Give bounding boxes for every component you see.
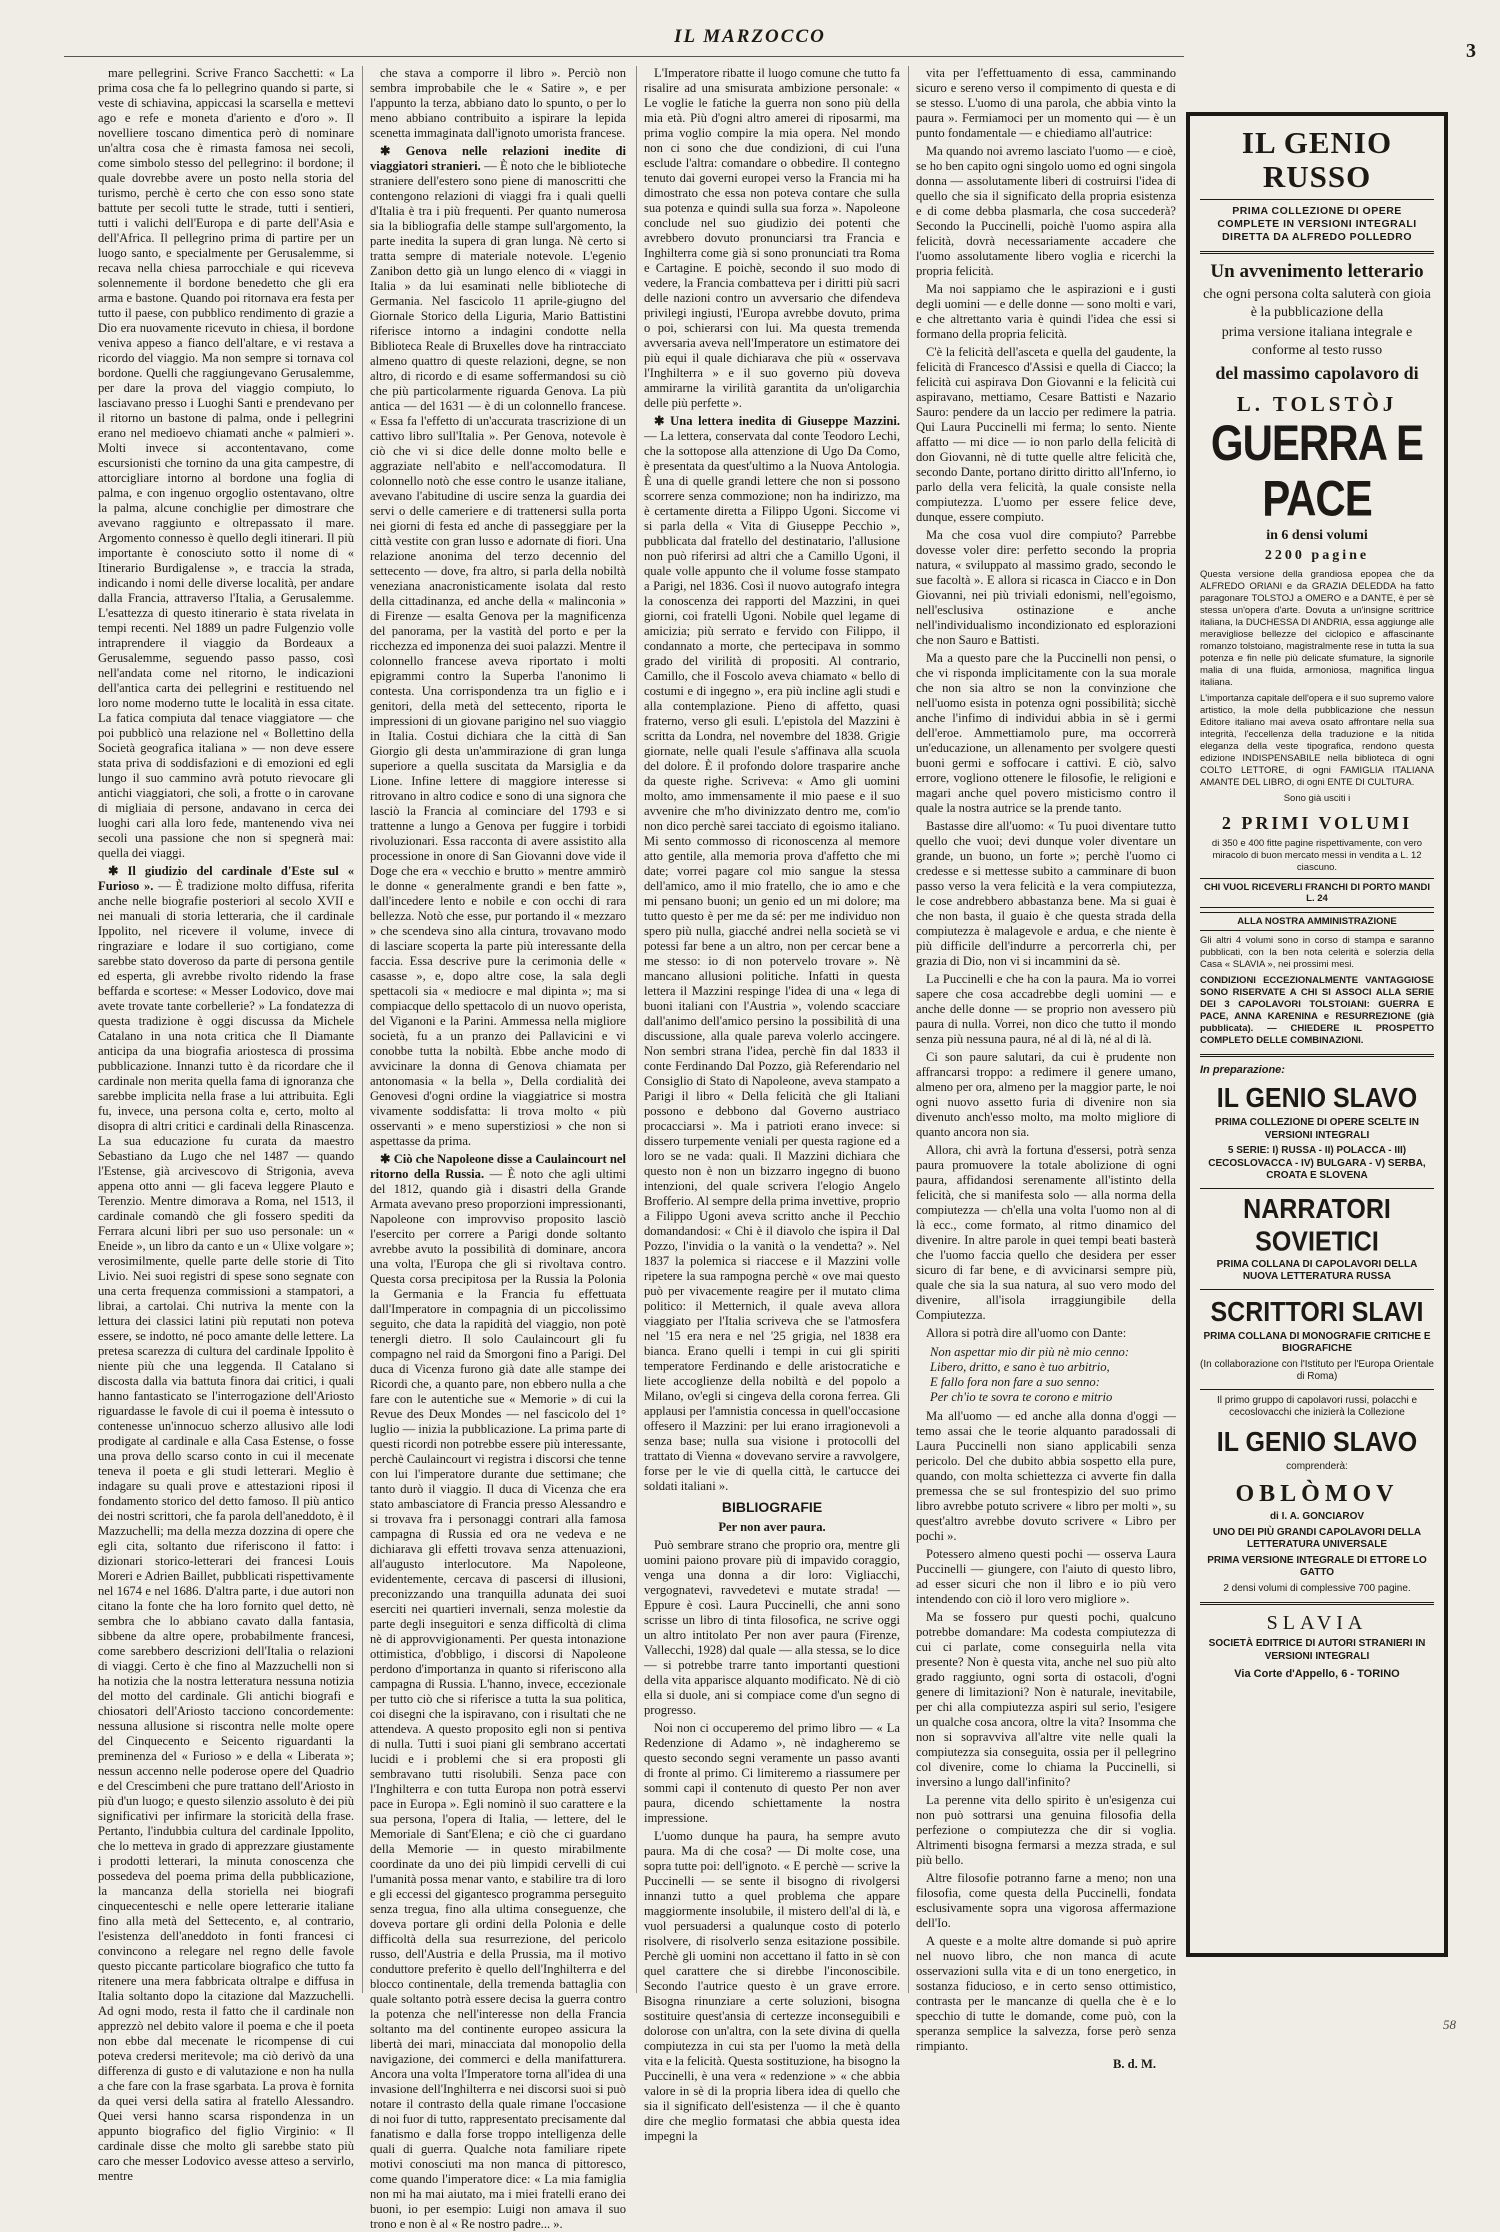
paragraph: — È noto che le biblioteche straniere dell'estero sono piene di manoscritti che contengono relazioni di viaggi fra i quali quelli d'Italia è tra i più frequenti. Per quanto numerosa sia la bibliografia delle stampe sull'argomento, la parte inedita la supera di gran lunga. Nè certo si tratta sempre di materiale notevole. L'egenio Zanibon detto già un lungo elenco di « viaggi in Italia » da lui esaminati nelle biblioteche di Germania. Nel fascicolo 11 aprile-giugno del Giornale Storico della Liguria, Mario Battistini riferisce intorno a indagini condotte nella Biblioteca Reale di Bruxelles dove ha rintracciato almeno quattro di queste relazioni, degne, se non altro, di ricordo e di esame soffermandosi su ciò che più particolarmente riguarda Genova. La più antica — del 1631 — è di un colonnello francese. « Essa fa l'effetto di un'accurata trascrizione di un cattivo libro sull'Italia ». Per Genova, notevole è ciò che vi si dice delle donne molto belle e aggraziate nell'abito e nell'accomodatura. Il colonnello notò che esse contro le usanze italiane, avevano l'abitudine di uscire senza la guardia dei servi o delle cameriere e di trattenersi sulla porta nei giorni di festa ed anche di passeggiare per la città vestite con gran lusso e adornate di fiori. Una relazione anonima del terzo decennio del settecento — dove, fra altro, si parla della nobiltà veneziana anacronisticamente isolata dal resto della cittadinanza, ed anche della « malinconia » di Firenze — esalta Genova per la magnificenza del panorama, per la vastità del porto e per la ricchezza ed imponenza dei suoi palazzi. Mentre il colonnello francese aveva riportato i molti epigrammi contro la Superba l'anonimo li contesta. Una corrispondenza tra un figlio e i genitori, della metà del settecento, riporta le impressioni di un giovane parigino nel suo viaggio in Italia. Costui dichiara che la città di San Giorgio gli desta un'ammirazione di gran lunga superiore a quella suscitata da Marsiglia e da Lione. Infine lettere di maggiore interesse si ritrovano in altro codice e sono di una signora che lasciò la Francia al cominciare del 1793 e si trattenne a lungo a Genova per fuggire i torbidi rivoluzionari. Essa racconta di avere assistito alla processione in onore di San Giovanni dove vide il Doge che era « vecchio e brutto » mentre ammirò le donne « generalmente grandi e ben fatte », dall'incedere lento e nobile e con occhi di rara bellezza. Notò che esse, pur portando il « mezzaro » che scendeva sino alla cintura, trovavano modo di lasciare scoperta la parte più interessante della faccia. Essa descrive pure la cerimonia delle « casasse », e, dopo altre cose, la sala degli spettacoli sia « mediocre e mal dipinta »; ma si compiacque dello spettacolo di un nuovo operista, del Viganoni e la Parini. Ammessa nella migliore società, fu a un pranzo dei Pallavicini e vi conobbe tutta la nobiltà. Ebbe anche modo di avvicinare la donna di Genova chiamata per antonomasia « la bella », Della cordialità dei Genovesi d'ogni ordine la viaggiatrice si mostra vivamente soddisfatta: li trova molto « più osservanti » e meno superstiziosi » che non si aspettasse da prima. [370,159,626,1148]
paragraph: — È noto che agli ultimi del 1812, quando già i disastri della Grande Armata avevano preso proporzioni impressionanti, Napoleone con improvviso proposito lasciò l'esercito per correre a Parigi donde soltanto avrebbe avuto la possibilità di dominare, ancora una volta, l'Europa che gli si rivoltava contro. Questa corsa precipitosa per la Russia la Polonia la Germania e la Francia fu effettuata dall'Imperatore in compagnia di un piccolissimo seguito, che data la rapidità del viaggio, non potè tenergli dietro. Il solo Caulaincourt gli fu compagno nel raid da Smorgoni fino a Parigi. Del duca di Vicenza furono già date alle stampe dei Ricordi che, a quanto pare, non ebbero nulla a che fare con le autentiche sue « Memorie » di cui la Revue des Deux Mondes — nel fascicolo del 1° luglio — inizia la pubblicazione. La prima parte di questi ricordi non potrebbe essere più interessante, perchè Caulaincourt vi registra i discorsi che tenne con lui l'imperatore durante due settimane; che tanto durò il viaggio. Il duca di Vicenza che era stato ambasciatore di Francia presso Alessandro e si trovava fra i personaggi contrari alla famosa campagna di Russia ed ora ne vedeva e ne dichiarava gli effetti trovava senza attenuazioni, all'augusto interlocutore. Ma Napoleone, evidentemente, cercava di pascersi di illusioni, preconizzando una tranquilla adunata dei suoi eserciti nei quartieri invernali, senza molestie da parte degli inseguitori e senza difficoltà di clima nè di approvvigionamenti. Per questa intonazione ottimistica, d'obbligo, i discorsi di Napoleone perdono d'importanza in quanto si riferiscono alla campagna di Russia. L'hanno, invece, eccezionale per tutto ciò che si riferisce a tutta la sua politica, coi disegni che la ispiravano, con i risultati che ne attendeva. A questo proposito egli non si pentiva di nulla. Tutti i suoi piani gli sembrano accertati lucidi e i problemi che si era proposti gli sembravano tutti risolubili. Senza pace con l'Inghilterra e con tutta Europa non potrà esservi pace in Europa ». Egli nominò il suo carattere e la sua persona, l'opera di Italia, — lettere, del le Memoriale di Sant'Elena; e ciò che ci guardano della Memorie — in questo mirabilmente coordinate da uno dei più limpidi cervelli di cui l'umanità possa menar vanto, e stabilire tra di loro e gli eccessi del gigantesco programma perseguito senza tregua, fino alla ultima conseguenze, che doveva portare gli ordini della Polonia e delle difficoltà della sua resurrezione, del pericolo russo, dell'Austria e della Prussia, ma il motivo conduttore preferito è quello dell'Inghilterra e del blocco continentale, della tremenda battaglia con quale soltanto potrà essere decisa la guerra contro la potenza che nell'interesse non della Francia soltanto ma del continente europeo assicura la libertà dei mari, minacciata dal monopolio della navigazione, dei commerci e della manifatturera. Ancora una volta l'Imperatore torna all'idea di una invasione dell'Inghilterra e nei discorsi suoi si può notare il contrasto della quale rimane l'occasione di noi fuor di tutto, rappresentato precisamente dal fanatismo e dalla forse troppo intelligenza delle quali di guerra. Qualche nota familiare ripete motivi conosciuti ma non manca di pittoresco, come quando l'imperatore dice: « La mia famiglia non mi ha mai aiutato, ma i miei fratelli erano dei buoni, io per esempio: Luigi non amava il suo trono e non è al « Re nostro padre... ». [370,1167,626,2231]
ad-scrittori-sub: PRIMA COLLANA DI MONOGRAFIE CRITICHE E BIOGRAFICHE [1203,1330,1431,1354]
newspaper-title: IL MARZOCCO [674,26,826,47]
column-divider [362,66,363,1993]
paragraph: mare pellegrini. Scrive Franco Sacchetti: « La prima cosa che fa lo pellegrino quando si parte, si veste di schiavina, appiccasi la scarsella e mettevi ago e refe e moneta d'ariento e d'oro ». Il novelliere toscano dimentica però di nominare un'altra cosa che è rimasta famosa nei secoli, come simbolo stesso del pellegrino: il bordone; il quale dovrebbe avere un posto nella storia del turismo, perchè è certo che con esso sono state battute per secoli tutte le strade, tutti i sentieri, tutti i valichi dell'Europa e di parte dell'Asia e dell'Africa. Il pellegrino prima di partire per un luogo santo, e specialmente per Gerusalemme, si recava nella chiesa parrocchiale e qui riceveva solennemente il bordone benedetto che gli era arma e bastone. Quando poi ritornava era festa per tutto il paese, con pubblico rendimento di grazie a Dio era nuovamente ricevuto in chiesa, il bordone veniva appeso a fianco dell'altare, e vi restava a ricordo del viaggio. Ma non sempre si tornava col bordone. Quelli che raggiungevano Gerusalemme, per dare la prova del viaggio compiuto, lo lasciavano presso i Luoghi Santi e prendevano per il ritorno un bastone di palma, onde i pellegrini erano nel medioevo chiamati anche « palmieri ». Molti invece si accontentavano, come escursionisti che tornino da una gita campestre, di attorcigliare intorno al bordone una foglia di palma, e con ingenuo orgoglio ostentavano, oltre la palma, alcune conchiglie per dimostrare che avevano raggiunto e oltrepassato il mare. Argomento connesso è quello degli itinerari. Il più importante è conosciuto sotto il nome di « Itinerario Burdigalense », e traccia la strada, indicando i nomi delle diverse località, per andare dalla Francia, attraverso l'Italia, a Gerusalemme. L'esattezza di questo itinerario è stata rivelata in tempi recenti. Nel 1889 un padre Fulgenzio volle intraprendere il viaggio da Bordeaux a Gerusalemme, seguendo passo passo, così nell'andata come nel ritorno, le indicazioni dell'antica carta dei pellegrini e restituendo nel loro nome moderno tutte le località in essa citate. La fatica compiuta dal tenace viaggiatore — che poi pubblicò una relazione nel « Bollettino della Società geografica italiana » — non deve essere stata priva di soddisfazioni e di emozioni ed egli lungo il suo cammino avrà potuto rievocare gli antichi viaggiatori, che soli, a frotte o in carovane di migliaia di persone, andavano in cerca dei luoghi cari alla loro fede, mantenendo viva nei secoli una passione che non si spegnerà mai: quella dei viaggi. [98,66,354,860]
ad-volumes: in 6 densi volumi [1266,528,1368,543]
ad-conditions: CONDIZIONI ECCEZIONALMENTE VANTAGGIOSE SONO RISERVATE A CHI SI ASSOCI ALLA SERIE DEI 3 CAPOLAVORI TOLSTOIANI: GUERRA E PACE, ANNA KARENINA e RESURREZIONE (già pubblicata). — CHIEDERE IL PROSPETTO COMPLETO DELLE COMBINAZIONI. [1200,975,1434,1046]
ad-line: prima versione italiana integrale e conforme al testo russo [1221,325,1413,358]
paragraph: Potessero almeno questi pochi — osserva Laura Puccinelli — giungere, con l'aiuto di questo libro, ad esser sicuri che non il libro e io più vero intendendo con ciò il loro vero migliore ». [916,1547,1176,1606]
paragraph: L'uomo dunque ha paura, ha sempre avuto paura. Ma di che cosa? — Di molte cose, una sopra tutte poi: dell'ignoto. « E perchè — scrive la Puccinelli — se sente il bisogno di rivolgersi innanzi tutto a quel problema che appare maggiormente insolubile, il mistero dell'al di là, e vuol persuadersi a qualunque costo di poterlo risolvere, di risolverlo senza esitazione possibile. Perchè gli uomini non accettano il fatto in sè con quel carattere che si direbbe l'inconoscibile. Secondo l'autrice questo è un grave errore. Bisogna rinunziare a certe soluzioni, bisogna sostituire quest'ansia di certezze inconseguibili e dolorose con un'altra, con la sete divina di quella compiutezza in cui sta per l'uomo la metà della vita e la felicità. Questa sostituzione, ha bisogno la Puccinelli, è una vera « redenzione » « che abbia valore in sè di la propria libera idea di quello che sia il significato dell'esistenza — il che è quanto dire che meglio formatasi che abbia questa idea impegni la [644,1829,901,2143]
paragraph: — La lettera, conservata dal conte Teodoro Lechi, che la sottopose alla attenzione di Ugo Da Como, è presentata da quest'ultimo a la Nuova Antologia. È una di quelle grandi lettere che non si possono scorrere senza commozione; non ha indirizzo, ma è certamente diretta a Filippo Ugoni. Siccome vi si parla della « Vita di Giuseppe Pecchio », pubblicata dal fratello del destinatario, l'allusione non può riferirsi ad altri che a Camillo Ugoni, il quale volle appunto che il volume fosse stampato a Parigi, nel 1836. Così il nuovo autografo integra la conoscenza dei rapporti del Mazzini, in quei giorni, coi fratelli Ugoni. Nobile quel legame di amicizia; più serrato e fervido con Filippo, il condannato a morte, che pertecipava in sommo grado del virilità di propositi. Al contrario, Camillo, che il Foscolo aveva chiamato « bello di costumi e di ingegno », era più incline agli studi e alla contemplazione. Pieno di affetto, quasi fraterno, verso gli esuli. L'epistola del Mazzini è scritta da Londra, nel novembre del 1838. Grigie giornate, nelle quali l'esule s'affinava alla scuola del dolore. È il profondo dolore trasparire anche da queste righe. Scriveva: « Amo gli uomini molto, amo immensamente il mio paese e il suo avvenire che m'ho divinizzato dentro me, com'io non dico perchè sarei tacciato di egoismo italiano. Mi sento commosso di riconoscenza al memore atto gentile, alla memoria prova d'affetto che mi date; vorrei pagare col mio sangue la stessa dell'amico, amo il mio fratello, che io amo e che mi pensano buoni; un genio ed un mi dolore; ma tutto questo è per me da sé: per me individuo non spero più nulla, giacché andrei nella società se vi potessi far bene a un altro, non per cercar bene a me stesso: io di non potervelo trovare ». Nè mancano allusioni politiche. Infatti in questa lettera il Mazzini respinge l'idea di una « lega di buoni italiani con l'Austria », volendo scacciare dall'animo dell'amico persino la possibilità di una discussione, alla quale pareva volerlo accingere. Non sembri strana l'idea, perchè fin dal 1833 il conte Ferdinando Dal Pozzo, già Referendario nel Consiglio di Stato di Napoleone, aveva stampato a Parigi il libro « Della felicità che gli Italiani possono e debbono dal Governo austriaco procacciarsi ». Ma i patrioti erano invece: si dissero turpemente veniali per questa ragione ed a loro se ne vada: quali. Il Mazzini dichiara che questo non è non un bizzarro ingegno di buono intenzioni, del quale scrivera l'elogio Angelo Brofferio. Al sempre della prima invettive, proprio a Filippo Ugoni aveva scritto anche il Pecchio domandandosi: « Chi è il diavolo che ispira il Dal Pozzo, l'invidia o la vanità o la vendetta? ». Nel 1837 la polemica si riaccese e il Mazzini volle ripetere la sua rampogna perchè « ove mai questo può per vivacemente reagire per il mutato clima politico: il Metternich, il quale aveva allora viaggiato per l'Italia scriveva che se l'atmosfera nel '15 era nera e nel '25 grigia, nel 1838 era bianca. Erano quelli i tempi in cui gli spiriti temperatore Ferdinando e delle aristocratiche e liete accoglienze della nobiltà e del popolo a Milano, ov'egli si cingeva della corona ferrea. Gli applausi per l'amnistia concessa in quell'occasione offesero il Mazzini: per lui erano irragionevoli a senza base; nulla sua visione i protocolli del trattato di Vienna « dovevano servire a ravvolgere, forse per le vie di quella città, le cartucce dei soldati italiani ». [644,429,900,1493]
ad-order: ALLA NOSTRA AMMINISTRAZIONE [1200,912,1434,931]
column-2 [370,66,626,2231]
column-divider [636,66,637,1993]
paragraph: La Puccinelli e che ha con la paura. Ma io vorrei sapere che cosa accadrebbe degli uomini — e anche delle donne — se proprio non avessero più paura di nulla. Vorrei, non dico che tutto il mondo senza più nessuna paura, né al di là, né al di là. [916,972,1176,1046]
ad-comprendera: comprenderà: [1286,1460,1348,1472]
section-title: ✱ Il giudizio del cardinale d'Este sul « Furioso ». [98,864,354,893]
review-title: Per non aver paura. [718,1520,826,1534]
header-rule [64,56,1184,57]
ad-title-genio-russo: IL GENIO RUSSO [1241,125,1393,194]
paragraph: Altre filosofie potranno farne a meno; non una filosofia, come questa della Puccinelli, fondata esclusivamente sopra una vigorosa affermazione dell'Io. [916,1871,1176,1930]
paragraph: Noi non ci occuperemo del primo libro — « La Redenzione di Adamo », nè indagheremo se questo secondo segni veramente un passo avanti di fronte al primo. Ci limiteremo a riassumere per sommi capi il contenuto di questo Per non aver paura, dicendo schiettamente la nostra impressione. [644,1721,900,1825]
paragraph: A queste e a molte altre domande si può aprire nel nuovo libro, che non manca di acute osservazioni sulla vita e di un tono energetico, in sostanza fiducioso, e in certo senso ottimistico, contrasta per le mancanze di quella che è e lo specchio di tutte le domande, come può, con la speranza semplice la salvezza, forse però senza rimpianto. [916,1934,1176,2053]
ad-oblomov-author: di I. A. GONCIAROV [1269,1511,1365,1522]
ad-order: CHI VUOL RICEVERLI FRANCHI DI PORTO MANDI L. 24 [1200,878,1434,908]
ad-first-group: Il primo gruppo di capolavori russi, polacchi e cecoslovacchi che inizierà la Collezione [1216,1394,1418,1418]
column-3 [644,66,901,2143]
slavia-advertisement [1186,112,1448,1957]
folio-number: 58 [1443,2017,1456,2032]
ad-divider [1200,199,1434,200]
paragraph: Bastasse dire all'uomo: « Tu puoi diventare tutto quello che vuoi; devi dunque voler diventare un grande, un buono, un forte »; perchè l'uomo ci credesse e si mettesse subito a camminare di buon passo verso la vera felicità e la vera compiutezza, le cose andrebbero abbastanza bene. Ma si guai è che non basta, il guaio è che questa strada della compiutezza è malagevole e ardua, e che niente è più difficile dell'indurre a percorrerla chi, per grazia di Dio, non vi si incammini da sè. [916,819,1176,968]
bibliografie-heading: BIBLIOGRAFIE [721,1499,823,1515]
paragraph: Ma a questo pare che la Puccinelli non pensi, o che vi risponda implicitamente con la sua morale che non sia altro se non la convinzione che nell'uomo esista in potenza ogni possibilità; sicchè anche l'infimo di individui abbia in sè i germi dell'eroe. Ammettiamolo pure, ma occorrerà un'educazione, un allenamento per svolgere questi buoni germi e soffocare i cattivi. E ciò, salvo errore, vogliono ottenere le filosofie, le religioni e magari anche quel povero misticismo contro il quale la nostra autrice se la prende tanto. [916,651,1176,815]
ad-genio-slavo: IL GENIO SLAVO [1216,1082,1418,1114]
section-title: ✱ Ciò che Napoleone disse a Caulaincourt nel ritorno della Russia. [370,1152,626,1181]
paragraph: — È tradizione molto diffusa, riferita anche nelle biografie posteriori al secolo XVII e nei manuali di storia letteraria, che il cardinale Ippolito, nel ricevere il volume, invece di ringraziare e lodare il suo cortigiano, come sarebbe stato doveroso da parte di persona gentile ed esperta, gli avrebbe rivolto ridendo la frase beffarda e scortese: « Messer Lodovico, dove mai avete trovate tante corbellerie? » La fondatezza di questa tradizione è oggi discussa da Michele Catalano in una nota critica che Il Diamante anticipa da una biografia ariostesca di prossima pubblicazione. Innanzi tutto è da ricordare che il cardinale non merita quella fama di ignoranza che sarebbe implicita nella frase a lui attribuita. Egli fu, invece, una persona colta e, certo, molto al disopra di altri critici e cardinali della Rinascenza. La sua educazione fu curata da maestro Sebastiano da Lugo che nel 1487 — quando l'Estense, già arcivescovo di Strigonia, aveva appena otto anni — gli faceva leggere Plauto e Terenzio. Mentre dimorava a Roma, nel 1513, il cardinale comandò che gli fossero spediti da Ferrara alcuni libri per suo uso personale: un « Eneide », un libro da canto e un « Ulixe volgare »; verosimilmente, quelle parte delle storie di Tito Livio. Nei suoi registri di spese sono segnate con una certa frequenza commissioni a stampatori, a librai, a cartolai. Chi nutriva la mente con la lettura dei classici latini più reputati non poteva essere, se indotto, né poco amante delle lettere. La pretesa scarezza di cultura del cardinale Ippolito è niente più che una leggenda. Il Catalano si discosta dalla via battuta finora dai critici, i quali hanno fantasticato se l'interrogazione dell'Ariosto riguardasse le favole di cui il poema è intessuto o contenesse un'innocuo scherzo allusivo alle lodi prodigate al cardinale e alla Casa Estense, o fosse una prova dello scarso conto in cui il mecenate teneva il poeta e gli studi letterari. Meglio è indagare su quali prove e attestazioni riposi il fondamento storico del detto famoso. Il più antico dei nostri scrittori, che fa parola dell'aneddoto, è il Mazzuchelli; ma della mezza dozzina di opere che egli cita, soltanto due riferiscono il fatto: i dizionari storico-letterari dei francesi Louis Moreri e Adrien Baillet, pubblicati rispettivamente nel 1674 e nel 1686. D'altra parte, i due autori non citano la fonte che ha loro fornito quel detto, nè sembra che lo abbiano cavato dalla fantasia, sibbene da altre opere, probabilmente francesi, come sarebbero descrizioni dell'Italia o relazioni di viaggi. Certo è che fino al Mazzuchelli non si ha notizia che la nostra letteratura nessuna notizia del motto del cardinale. Gli antichi biografi e chiosatori dell'Ariosto tacciono concordemente: nessuna allusione si riscontra nelle molte opere del Cinquecento e Seicento riguardanti la preminenza del « Furioso » e della « Liberata »; nessun accenno nelle poderose opere del Quadrio e del Crescimbeni che pure trattano dell'Ariosto in più d'un luogo; e questo silenzio assoluto è dei più significativi per infirmare la storicità della frase. Pertanto, l'indubbia cultura del cardinale Ippolito, che lo metteva in grado di apprezzare giustamente i prodotti letterari, la minuta conoscenza che possedeva del poema prima della pubblicazione, la mancanza della storiella nei biografi cinquecenteschi e nelle opere letterarie italiane fino alla metà del Settecento, e, al contrario, l'esistenza dell'aneddoto in fonti francesi ci convincono a relegare nel regno delle favole questo piccante particolare biografico che tutto fa ritenere una mera fabbricata oltralpe e diffusa in Italia soltanto dopo la citazione dal Mazzuchelli. Ad ogni modo, resta il fatto che il cardinale non apprezzò nel debito valore il poema e che il poeta non ebbe dal mecenate le ricompense di cui poteva credersi meritevole; ma ciò derivò da una differenza di gusto e di valutazione e non ha nulla a che fare con la frase sgarbata. La prova è fornita da quei versi della satira al fratello Alessandro. Quei versi hanno scarsa rispondenza in un appunto biografico del figlio Virginio: « Il cardinale disse che molto gli sarebbe stato più caro che messer Lodovico avesse atteso a servirlo, mentre [98,879,354,2183]
ad-other-volumes: Gli altri 4 volumi sono in corso di stampa e saranno pubblicati, con la ben nota celerità e solerzia della Casa « SLAVIA », nei prossimi mesi. [1200,935,1434,970]
paragraph: Ci son paure salutari, da cui è prudente non affrancarsi troppo: a redimere il genere umano, almeno per ora, almeno per la maggior parte, le noi ogni nuovo assetto furia di divenire non sia divenuto anch'esso molto, ma molto migliore di quanto ancora non sia. [916,1050,1176,1139]
ad-narratori: NARRATORI SOVIETICI [1243,1193,1391,1257]
ad-first-volumes: 2 PRIMI VOLUMI [1221,813,1413,833]
ad-oblomov-desc: UNO DEI PIÙ GRANDI CAPOLAVORI DELLA LETTERATURA UNIVERSALE [1212,1526,1422,1550]
paragraph: Allora, chi avrà la fortuna d'essersi, potrà senza paura promuovere la totale abolizione di ogni paura, affidandosi serenamente all'istinto della felicità, che si manifesta solo — alla norma della compiutezza — ch'ella una volta l'uomo non al di là ecc., come formato, al ritmo dinamico del divenire. In altre parole in quei tempi beati basterà che l'uomo faccia quello che desidera per esser sicuro di far bene, e di avvicinarsi sempre più, quale che sia la sua natura, al suo vero modo del divenire, all'isola irraggiungibile della Compiutezza. [916,1143,1176,1322]
ad-line: che ogni persona colta saluterà con gioia è la pubblicazione della [1203,287,1431,320]
ad-oblomov-volumes: 2 densi volumi di complessive 700 pagine. [1223,1582,1411,1594]
column-4 [916,66,1176,2071]
ad-scrittori: SCRITTORI SLAVI [1210,1295,1424,1328]
paragraph: Può sembrare strano che proprio ora, mentre gli uomini paiono provare più di impavido coraggio, venga una donna a dir loro: Vigliacchi, vergognatevi, ravvedetevi e mutate strada! — Eppure è così. Laura Puccinelli, che anni sono scrisse un libro di tinta filosofica, ne scrive oggi un altro intitolato Per non aver paura (Firenze, Vallecchi, 1928) dal quale — alla stessa, se lo dice — si potrebbe trarre tanto importanti questioni della vita apparisce alquanto modificato. Nè di ciò ella si duole, ani si compiace come d'un segno di progresso. [644,1538,900,1717]
ad-divider [1200,1188,1434,1189]
ad-subtitle: PRIMA COLLEZIONE DI OPERE COMPLETE IN VERSIONI INTEGRALI DIRETTA DA ALFREDO POLLEDRO [1217,205,1417,243]
paragraph: vita per l'effettuamento di essa, camminando sicuro e sereno verso il compimento di questa e di se stesso. L'uomo di una parola, che abbia vinto la paura ». Fermiamoci per un momento qui — è un punto fondamentale — e chiediamo all'autrice: [916,66,1176,140]
paragraph: Ma noi sappiamo che le aspirazioni e i gusti degli uomini — e delle donne — sono molti e vari, e che altrettanto varia è quindi l'idea che essi si formano della propria felicità. [916,282,1176,341]
ad-genio-slavo-sub: PRIMA COLLEZIONE DI OPERE SCELTE IN VERSIONI INTEGRALI [1215,1117,1419,1141]
quote-line: E fallo fora non fare a suo senno: [930,1375,1100,1389]
ad-in-preparation: In preparazione: [1200,1064,1285,1076]
ad-published: Sono già usciti i [1283,793,1351,804]
paragraph: che stava a comporre il libro ». Perciò non sembra improbabile che le « Satire », e per l'appunto la terza, abbiano dato lo spunto, o per lo meno abbiano contribuito a ispirare la lepida scenetta immaginata dall'ignoto umorista francese. [370,66,626,140]
paragraph: Ma quando noi avremo lasciato l'uomo — e cioè, se ho ben capito ogni singolo uomo ed ogni singola donna — assolutamente liberi di costruirsi l'idea di quello che sia il significato della propria esistenza e di come debba plasmarla, che cosa succederà? Secondo la Puccinelli, poichè l'uomo aspira alla felicità, dovrà necessariamente accadere che l'uomo assolutamente libero voglia e ricerchi la propria felicità. [916,144,1176,278]
ad-slavia-desc: SOCIETÀ EDITRICE DI AUTORI STRANIERI IN VERSIONI INTEGRALI [1208,1638,1426,1662]
quote-line: Per ch'io te sovra te corono e mitrio [930,1390,1113,1404]
paragraph: Ma se fossero pur questi pochi, qualcuno potrebbe domandare: Ma codesta compiutezza di cui ci parlate, come conseguirla nella vita presente? Non è questa vita, anche nel suo più alto grado raggiunto, ogni sorta di ostacoli, d'ogni genere di limitazioni? Non è naturale, inevitabile, per chi alla compiutezza aspiri sul serio, l'esigere un qualche cosa ancora, oltre la vita? Insomma che non si sopravviva all'altre vite nelle quali la compiutezza sia conseguita, ossia per il pellegrino col divenire, come lo chiama la Puccinelli, si inversino a lungo dall'infinito? [916,1610,1176,1789]
ad-first-volumes-info: di 350 e 400 fitte pagine rispettivamente, con vero miracolo di buon mercato messi in vendita a L. 12 ciascuno. [1211,838,1423,873]
ad-author: L. TOLSTÒJ [1236,392,1398,416]
paragraph: Ma all'uomo — ed anche alla donna d'oggi — temo assai che le teorie alquanto paradossali di Laura Puccinelli non siano applicabili senza pericolo. Del che dubito abbia sospetto ella pure, quando, con molta schiettezza ci avverte fin dalla premessa che se sul frontespizio del suo primo libro avrebbe potuto scrivere « libro per molti », su quest'altro avrebbe dovuto scrivere « Libro per pochi ». [916,1409,1176,1543]
ad-oblomov-trans: PRIMA VERSIONE INTEGRALE DI ETTORE LO GATTO [1207,1554,1427,1578]
ad-headline: Un avvenimento letterario [1210,261,1424,282]
column-1 [98,66,354,2183]
ad-genio-slavo-2: IL GENIO SLAVO [1216,1425,1418,1458]
signature: B. d. M. [1112,2057,1156,2071]
ad-address: Via Corte d'Appello, 6 - TORINO [1234,1668,1400,1680]
quote-line: Libero, dritto, e sano è tuo arbitrio, [930,1360,1110,1374]
ad-divider [1200,1289,1434,1290]
ad-divider [1200,1054,1434,1057]
ad-pages: 2200 pagine [1264,548,1370,563]
paragraph: L'Imperatore ribatte il luogo comune che tutto fa risalire ad una smisurata ambizione personale: « Le voglie le fatiche la guerra non sono più della mia età. Più d'ogni altro amerei di riposarmi, ma prima voglio compire la mia opera. Nel mondo non ci sono che due condizioni, di cui l'una esclude l'altra: comandare o obbedire. Il contegno tenuto dai governi europei verso la Francia mi ha dimostrato che essa non poteva contare che sulla sua potenza e quindi sulla sua forza ». Napoleone conclude nel suo giudizio dei potenti che avrebbero dovuto pronunciarsi tra Francia e Inghilterra come già si sono pronunciati tra Roma e Cartagine. E poichè, secondo il suo modo di vedere, la Francia combatteva per i diritti più sacri delle nazioni contro un avversario che difendeva privilegi ingiusti, l'Europa avrebbe dovuto, prima o poi, schierarsi con lui. Ma questa tremenda avversaria aveva nell'Imperatore un estimatore dei più equi il quale dichiarava che più « osservava l'Inghilterra » e il suo governo più doveva ammirarne la virilità garantita da un'oligarchia delle più perfette ». [644,66,900,410]
ad-divider [1200,1389,1434,1390]
ad-line: del massimo capolavoro di [1215,363,1419,383]
ad-divider [1200,251,1434,254]
column-divider [908,66,909,1993]
dante-quote [930,1345,1176,1405]
ad-scrittori-note: (In collaborazione con l'Istituto per l'Europa Orientale di Roma) [1200,1358,1434,1382]
paragraph: C'è la felicità dell'asceta e quella del gaudente, la felicità di Francesco d'Assisi e quella di Ciacco; la felicità cui aspirava Don Giovanni e la felicità cui aspiravano, mettiamo, Cesare Battisti e Nazario Sauro: pendere da un laccio per redimere la patria. Qui Laura Puccinelli mi ferma; lo sento. Niente affatto — mi dice — io non parlo della felicità di don Giovanni, nè di tutte quelle altre felicità che, secondo Dante, portano diritto diritto all'Inferno, io parlo della vera felicità, la quale consiste nella compiutezza. L'uomo per essere felice deve, dunque, essere compiuto. [916,345,1176,524]
ad-oblomov: OBLÒMOV [1235,1481,1399,1507]
section-title: ✱ Genova nelle relazioni inedite di viaggiatori stranieri. [370,144,626,173]
ad-narratori-sub: PRIMA COLLANA DI CAPOLAVORI DELLA NUOVA LETTERATURA RUSSA [1216,1258,1418,1282]
page-number: 3 [1466,40,1476,62]
paragraph: La perenne vita dello spirito è un'esigenza cui non può sottrarsi una genuina filosofia della perfezione o compiutezza che dir si voglia. Altrimenti bisogna fermarsi a mezza strada, e sul più bello. [916,1793,1176,1867]
section-title: ✱ Una lettera inedita di Giuseppe Mazzini. [654,414,900,428]
quote-line: Non aspettar mio dir più nè mio cenno: [930,1345,1130,1359]
ad-divider [1200,1602,1434,1605]
ad-book-title: GUERRA E PACE [1210,414,1424,527]
paragraph: Allora si potrà dire all'uomo con Dante: [926,1326,1127,1340]
ad-slavia: SLAVIA [1266,1612,1368,1634]
paragraph: Ma che cosa vuol dire compiuto? Parrebbe dovesse voler dire: perfetto secondo la propria natura, « sviluppato al massimo grado, secondo le sue facoltà ». E allora si ricasca in Ciacco e in Don Giovanni, nei più triviali edonismi, nell'egoismo, nell'esclusiva ostinazione e anche nell'individualismo incondizionato ed esplorazioni che non Sauro e Battisti. [916,528,1176,647]
ad-blurb: Questa versione della grandiosa epopea che da ALFREDO ORIANI e da GRAZIA DELEDDA ha fatto paragonare TOLSTOJ a OMERO e a DANTE, è per sè stessa un'opera d'arte. Dovuta a un'insigne scrittrice italiana, la DUCHESSA DI ANDRIA, essa aggiunge alle meravigliose bellezze del ciclopico e affascinante romanzo tolstoiano, magistralmente rese in tutta la sua potenza e fin nelle più delicate sfumature, la signorile malia di una fluida, armoniosa, magnifica lingua italiana. [1200,569,1434,688]
ad-genio-slavo-series: 5 SERIE: I) RUSSA - II) POLACCA - III) CECOSLOVACCA - IV) BULGARA - V) SERBA, CROATA E SLOVENA [1208,1145,1426,1181]
ad-blurb: L'importanza capitale dell'opera e il suo supremo valore artistico, la mole della pubblicazione che nessun Editore italiano mai aveva osato affrontare nella sua integrità, l'eccellenza della traduzione e la nitida eleganza della veste tipografica, rendono questa edizione INDISPENSABILE nella biblioteca di ogni COLTO LETTORE, di ogni FAMIGLIA ITALIANA AMANTE DEL LIBRO, di ogni ENTE DI CULTURA. [1200,693,1434,788]
